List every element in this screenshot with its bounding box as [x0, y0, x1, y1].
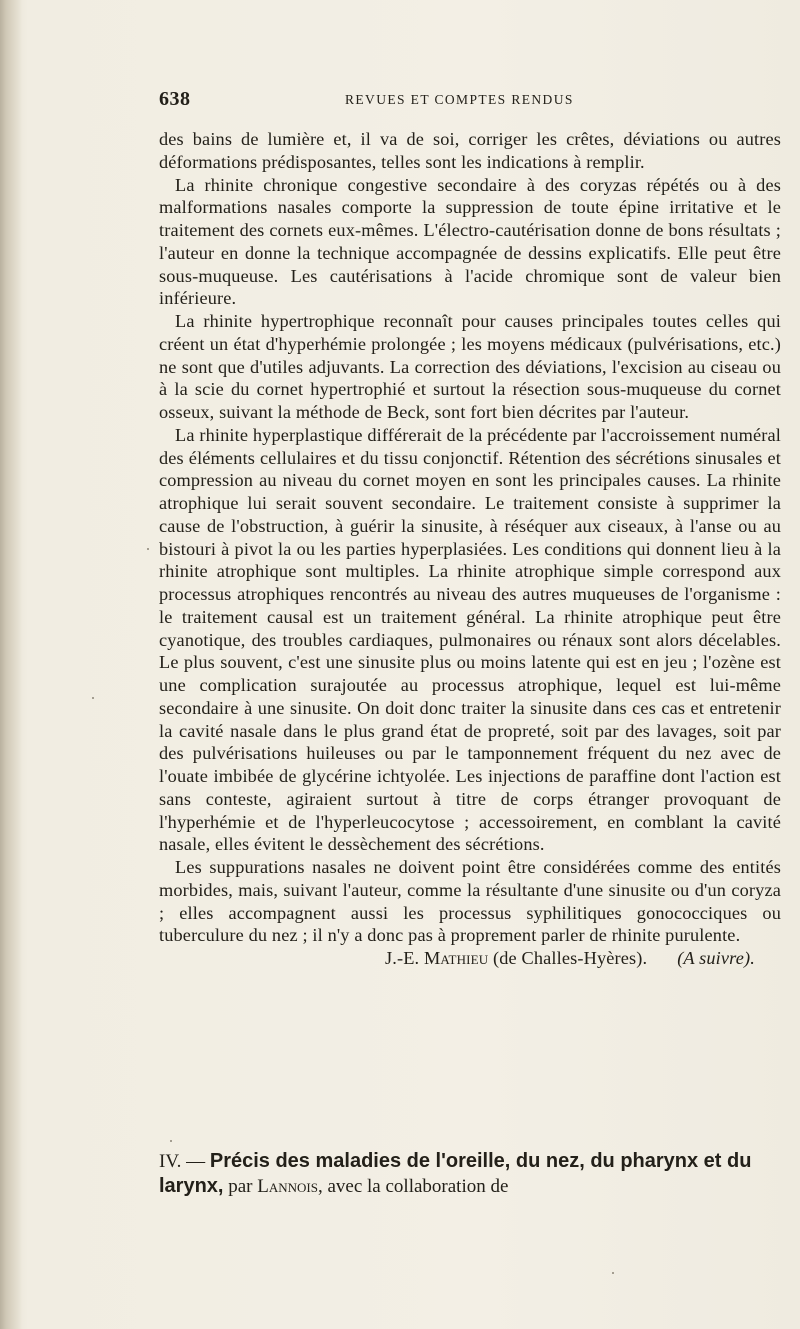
signature-affiliation: (de Challes-Hyères).: [492, 948, 648, 968]
paper-speck: [612, 1272, 614, 1274]
paragraph-2: La rhinite chronique congestive secondaire à des coryzas répétés ou à des malformations nasales comporte la suppression de toute épine irritative et le traitement des cornets eux-mêmes. L'électro-cautérisation donne de bons résultats ; l'auteur en donne la technique accompagnée de dessins explicatifs. Elle peut être sous-muqueuse. Les cautérisations à l'acide chromique sont de valeur bien inférieure.: [159, 174, 781, 309]
section-by: par: [228, 1176, 253, 1197]
paragraph-5-text: Les suppurations nasales ne doivent point être considérées comme des entités morbides, mais, suivant l'auteur, comme la résultante d'une sinusite ou d'un coryza ; elles accompagnent aussi les processus syphilitiques gonococciques ou tuberculure du nez ; il n'y a donc pas à proprement parler de rhinite purulente.: [159, 857, 781, 946]
section-number: IV. —: [159, 1151, 206, 1172]
page-header: [159, 88, 779, 116]
article-body: [159, 128, 781, 970]
paragraph-1: des bains de lumière et, il va de soi, corriger les crêtes, déviations ou autres déformations prédisposantes, telles sont les indications à remplir.: [159, 129, 781, 172]
page-number: 638: [159, 88, 191, 110]
running-head: REVUES ET COMPTES RENDUS: [345, 92, 574, 107]
to-follow-note: (A suivre).: [677, 948, 755, 968]
signature-initials: J.-E.: [385, 948, 420, 968]
paper-speck: [147, 548, 149, 550]
paper-speck: [92, 697, 94, 699]
paragraph-4: La rhinite hyperplastique différerait de la précédente par l'accroissement numéral des éléments cellulaires et du tissu conjonctif. Rétention des sécrétions sinusales et compression au niveau du cornet moyen en sont les principales causes. La rhinite atrophique lui serait souvent secondaire. Le traitement consiste à supprimer la cause de l'obstruction, à guérir la sinusite, à réséquer aux ciseaux, à l'anse ou au bistouri à pivot la ou les parties hyperplasiées. Les conditions qui donnent lieu à la rhinite atrophique sont multiples. La rhinite atrophique simple correspond aux processus atrophiques rencontrés au niveau des autres muqueuses de l'organisme : le traitement causal est un traitement général. La rhinite atrophique peut être cyanotique, des troubles cardiaques, pulmonaires ou rénaux sont alors décelables. Le plus souvent, c'est une sinusite plus ou moins latente qui est en jeu ; l'ozène est une complication surajoutée au processus atrophique, lequel est lui-même secondaire à une sinusite. On doit donc traiter la sinusite dans ces cas et entretenir la cavité nasale dans le plus grand état de propreté, soit par des lavages, soit par des pulvérisations huileuses ou par le tamponnement fréquent du nez avec de l'ouate imbibée de glycérine ichtyolée. Les injections de paraffine dont l'action est sans conteste, agiraient surtout à titre de corps étranger provoquant de l'hyperhémie et de l'hyperleucocytose ; accessoirement, en comblant la cavité nasale, elles évitent le dessèchement des sécrétions.: [159, 424, 781, 855]
section-suffix: avec la collaboration de: [327, 1176, 509, 1197]
signature-name: Mathieu: [424, 948, 489, 968]
section-heading: [159, 1149, 783, 1199]
section-author: Lannois,: [257, 1176, 323, 1197]
paper-speck: [170, 1140, 172, 1142]
section-title: Précis des maladies de l'oreille, du nez, du pharynx et du larynx,: [159, 1150, 752, 1197]
paragraph-3: La rhinite hypertrophique reconnaît pour causes principales toutes celles qui créent un état d'hyperhémie prolongée ; les moyens médicaux (pulvérisations, etc.) ne sont que d'utiles adjuvants. La correction des déviations, l'excision au ciseau ou à la scie du cornet hypertrophié et surtout la résection sous-muqueuse du cornet osseux, suivant la méthode de Beck, sont fort bien décrites par l'auteur.: [159, 311, 781, 422]
book-gutter-shadow: [0, 0, 22, 1329]
